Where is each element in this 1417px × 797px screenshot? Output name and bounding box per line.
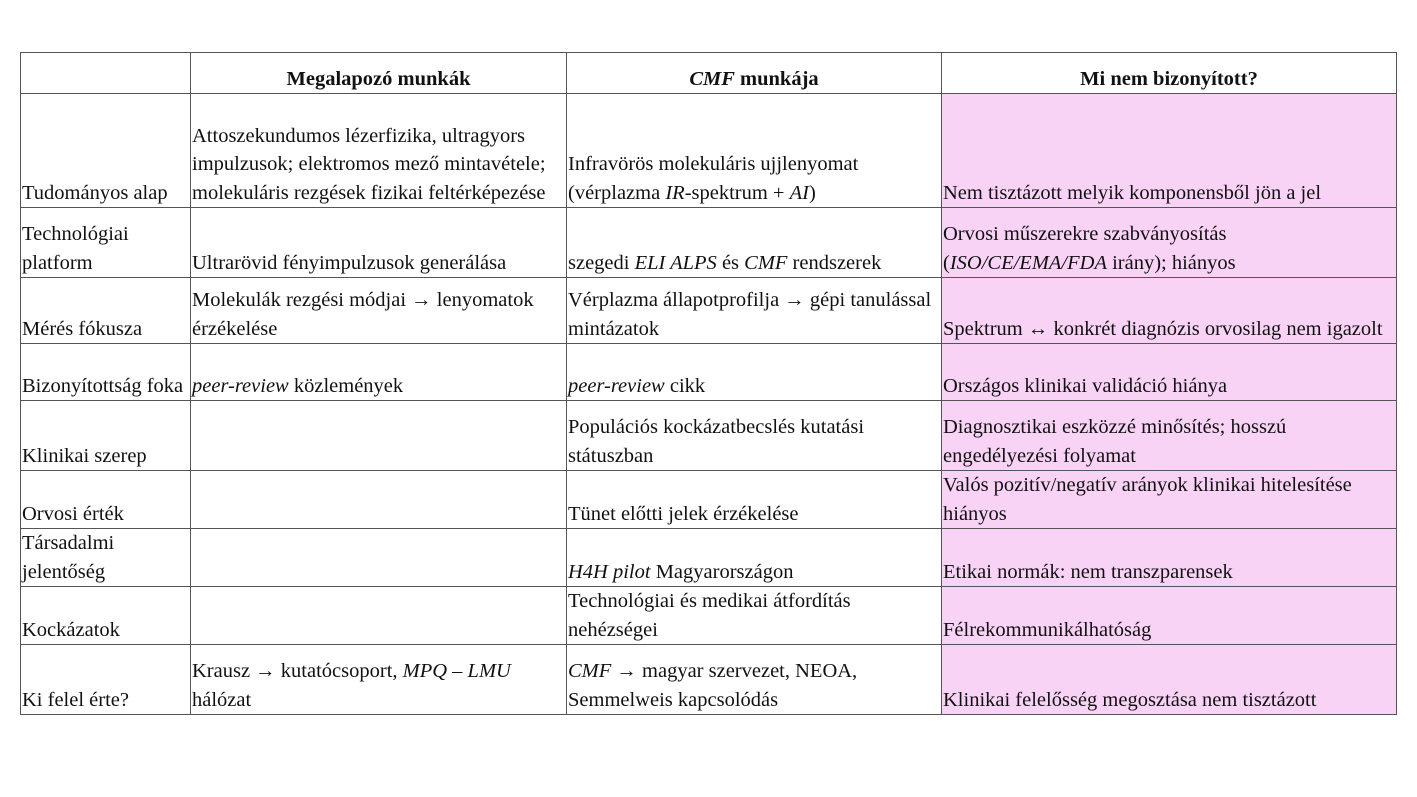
- table-row: [21, 645, 1397, 715]
- cmf-cell: Vérplazma állapotprofilja → gépi tanulással mintázatok: [567, 278, 942, 344]
- row-label: Társadalmi jelentőség: [21, 529, 191, 587]
- foundation-cell: [191, 529, 567, 587]
- foundation-cell: [191, 587, 567, 645]
- cmf-cell: Technológiai és medikai átfordítás nehézségei: [567, 587, 942, 645]
- foundation-text: Krausz → kutatócsoport,: [192, 660, 403, 682]
- header-cmf: [567, 53, 942, 94]
- row-label: Technológiai platform: [21, 208, 191, 278]
- table-row: [21, 587, 1397, 645]
- table-row: [21, 344, 1397, 401]
- header-empty: [21, 53, 191, 94]
- unproven-cell: Valós pozitív/negatív arányok klinikai hitelesítése hiányos: [942, 471, 1397, 529]
- foundation-cell: Ultrarövid fényimpulzusok generálása: [191, 208, 567, 278]
- cmf-italic: H4H pilot: [568, 560, 651, 583]
- unproven-text: Orvosi műszerekre szabványosítás (: [943, 223, 1227, 274]
- foundation-cell: [191, 645, 567, 715]
- table-row: [21, 471, 1397, 529]
- foundation-cell: [191, 471, 567, 529]
- unproven-italic: ISO/CE/EMA/FDA: [949, 251, 1107, 274]
- table-row: [21, 208, 1397, 278]
- cmf-text: Infravörös molekuláris ujjlenyomat (vérplazma: [568, 153, 859, 204]
- unproven-cell: Nem tisztázott melyik komponensből jön a jel: [942, 94, 1397, 208]
- unproven-cell: Félrekommunikálhatóság: [942, 587, 1397, 645]
- cmf-text: cikk: [664, 374, 706, 397]
- unproven-cell: Spektrum ↔ konkrét diagnózis orvosilag nem igazolt: [942, 278, 1397, 344]
- row-label: Mérés fókusza: [21, 278, 191, 344]
- foundation-italic: peer-review: [192, 374, 289, 397]
- cmf-text: Magyarországon: [650, 560, 794, 583]
- table-row: [21, 529, 1397, 587]
- header-unproven: Mi nem bizonyított?: [942, 53, 1397, 94]
- cmf-italic: AI: [789, 181, 809, 204]
- row-label: Ki felel érte?: [21, 645, 191, 715]
- cmf-cell: Populációs kockázatbecslés kutatási státuszban: [567, 401, 942, 471]
- foundation-cell: [191, 344, 567, 401]
- unproven-cell: Országos klinikai validáció hiánya: [942, 344, 1397, 401]
- cmf-cell: [567, 208, 942, 278]
- row-label: Klinikai szerep: [21, 401, 191, 471]
- row-label: Bizonyítottság foka: [21, 344, 191, 401]
- comparison-table: [20, 52, 1397, 715]
- row-label: Kockázatok: [21, 587, 191, 645]
- foundation-text: hálózat: [192, 688, 252, 711]
- foundation-cell: Attoszekundumos lézerfizika, ultragyors impulzusok; elektromos mező mintavétele; molekuláris rezgések fizikai feltérképezése: [191, 94, 567, 208]
- cmf-italic: IR: [665, 181, 685, 204]
- cmf-text: → magyar szervezet, NEOA, Semmelweis kapcsolódás: [568, 660, 858, 711]
- unproven-cell: Etikai normák: nem transzparensek: [942, 529, 1397, 587]
- foundation-italic: MPQ – LMU: [402, 660, 511, 682]
- cmf-cell: Tünet előtti jelek érzékelése: [567, 471, 942, 529]
- row-label: Orvosi érték: [21, 471, 191, 529]
- row-label: Tudományos alap: [21, 94, 191, 208]
- unproven-cell: [942, 208, 1397, 278]
- unproven-text: irány); hiányos: [1106, 251, 1236, 274]
- cmf-text: -spektrum +: [684, 181, 790, 204]
- cmf-italic: CMF: [744, 251, 788, 274]
- cmf-cell: [567, 94, 942, 208]
- cmf-cell: [567, 529, 942, 587]
- unproven-cell: Diagnosztikai eszközzé minősítés; hosszú engedélyezési folyamat: [942, 401, 1397, 471]
- cmf-italic: ELI ALPS: [634, 251, 717, 274]
- cmf-italic: peer-review: [568, 374, 665, 397]
- cmf-cell: [567, 344, 942, 401]
- table-row: [21, 401, 1397, 471]
- cmf-italic: CMF: [568, 660, 612, 682]
- foundation-text: közlemények: [288, 374, 404, 397]
- table-row: [21, 278, 1397, 344]
- cmf-cell: [567, 645, 942, 715]
- unproven-cell: Klinikai felelősség megosztása nem tisztázott: [942, 645, 1397, 715]
- header-row: [21, 53, 1397, 94]
- foundation-cell: Molekulák rezgési módjai → lenyomatok érzékelése: [191, 278, 567, 344]
- header-cmf-italic: CMF: [689, 67, 735, 90]
- cmf-text: és: [716, 251, 745, 274]
- cmf-text: rendszerek: [787, 251, 882, 274]
- cmf-text: szegedi: [568, 251, 635, 274]
- header-cmf-text: munkája: [734, 67, 819, 90]
- foundation-cell: [191, 401, 567, 471]
- header-foundation: Megalapozó munkák: [191, 53, 567, 94]
- cmf-text: ): [808, 181, 816, 204]
- table-row: [21, 94, 1397, 208]
